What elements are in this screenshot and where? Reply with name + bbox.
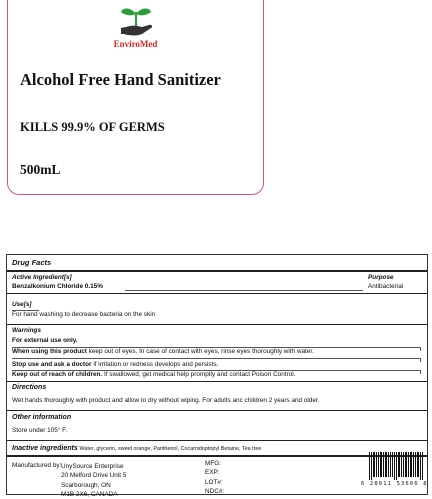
other-information-heading: Other information — [12, 414, 72, 421]
divider — [7, 324, 427, 325]
divider — [7, 381, 427, 382]
when-using-text: keep out of eyes. In case of contact with eyes, rinse eyes thoroughly with water. — [86, 348, 314, 355]
keep-out-line — [12, 371, 295, 379]
when-using-line — [12, 348, 314, 356]
manufacturer-address — [61, 462, 126, 499]
drug-facts-heading: Drug Facts — [12, 258, 52, 267]
lot-code: LOT#: — [205, 478, 223, 486]
external-use-warning: For external use only. — [12, 337, 78, 344]
divider-tick — [420, 347, 421, 351]
divider — [7, 440, 427, 441]
when-using-label: When using this product — [12, 348, 87, 355]
divider — [7, 410, 427, 411]
manufacturer-line: UnySource Enterprise — [61, 463, 124, 470]
stop-use-line — [12, 361, 218, 369]
purpose-heading: Purpose — [368, 274, 394, 281]
manufacturer-line: M1B 2X6, CANADA — [61, 490, 118, 498]
barcode-icon — [369, 452, 423, 480]
germ-claim: KILLS 99.9% OF GERMS — [20, 120, 165, 134]
keep-out-text: If swallowed, get medical help promptly and contact Poison Control. — [102, 371, 296, 378]
directions-text: Wet hands thoroughly with product and allow to dry without wiping. For adults anc children 2 years and older. — [12, 397, 320, 404]
divider — [7, 293, 427, 294]
front-label — [7, 0, 264, 195]
barcode-number: 6 28011 53606 8 — [361, 481, 428, 487]
brand-name: EnviroMed — [113, 39, 158, 49]
active-ingredient-value: Benzalkonium Chloride 0.15% — [12, 283, 103, 290]
divider-tick — [420, 358, 421, 362]
divider-tick — [420, 370, 421, 374]
keep-out-label: Keep out of reach of children. — [12, 371, 103, 378]
purpose-value: Antibacterial — [368, 283, 404, 290]
product-volume: 500mL — [20, 162, 61, 177]
manufacturer-label: Manufactured by: — [12, 462, 62, 469]
drug-facts-panel — [6, 254, 428, 498]
active-ingredients-heading: Active Ingredient[s] — [12, 274, 72, 281]
mfg-code: MFG: — [205, 460, 221, 467]
inactive-ingredients-text: Water, glycerin, sweet orange, Panthenol, Cocamidoptopyl Betaine, Tea tree — [79, 446, 262, 452]
ndc-code: NDC#: — [205, 487, 225, 495]
uses-text: For hand washing to decrease bacteria on the skin — [12, 311, 156, 318]
other-information-text: Store under 105° F. — [12, 427, 68, 434]
stop-use-text: if irritation or redness develops and persists. — [91, 361, 219, 368]
stop-use-label: Stop use and ask a doctor — [12, 361, 92, 368]
product-title: Alcohol Free Hand Sanitizer — [20, 70, 221, 89]
divider — [12, 358, 420, 359]
divider — [7, 270, 427, 272]
divider — [7, 455, 427, 457]
inactive-ingredients-line — [12, 445, 261, 454]
directions-heading: Directions — [12, 384, 47, 391]
manufacturer-line: 20 Melford Drive Unit 5 — [61, 472, 127, 480]
exp-code: EXP: — [205, 469, 220, 477]
hand-sprout-logo-icon — [116, 6, 156, 38]
manufacturer-line: Scarborough, ON — [61, 481, 111, 489]
lot-codes — [205, 459, 224, 496]
warnings-heading: Warnings — [12, 327, 41, 334]
leader-line — [125, 290, 363, 291]
uses-heading: Use[s] — [12, 301, 32, 308]
inactive-ingredients-heading: Inactive ingredients — [12, 445, 78, 452]
